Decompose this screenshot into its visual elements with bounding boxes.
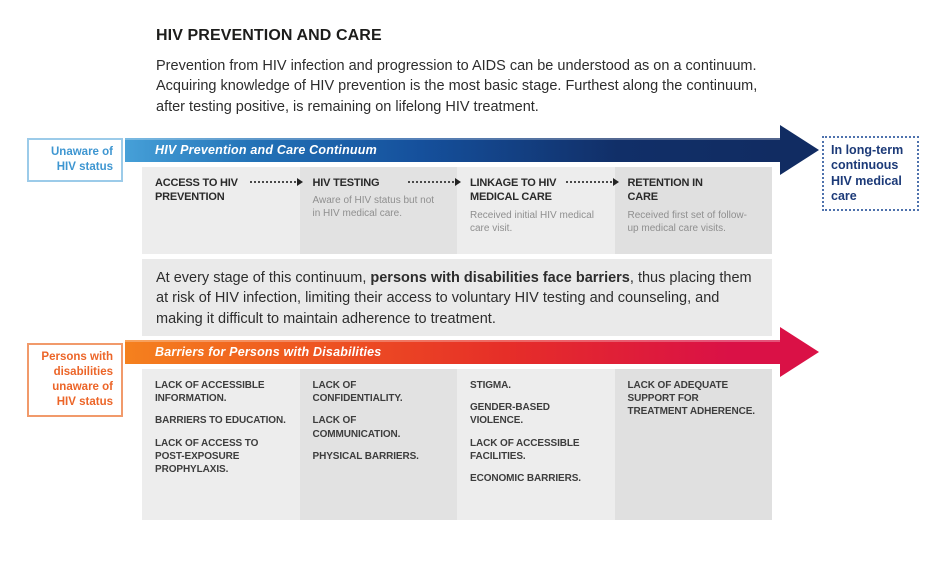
barrier-item: LACK OF ADEQUATE SUPPORT FOR TREATMENT ADHERENCE. <box>627 380 755 418</box>
stage-description: Aware of HIV status but not in HIV medical care. <box>312 195 435 220</box>
page-title: HIV PREVENTION AND CARE <box>156 27 382 44</box>
barrier-item: LACK OF ACCESSIBLE INFORMATION. <box>155 380 265 405</box>
barrier-column-1 <box>142 369 300 520</box>
dotted-arrow-icon <box>408 178 461 186</box>
barrier-item: GENDER-BASED VIOLENCE. <box>470 402 550 427</box>
dotted-arrow-icon <box>250 178 303 186</box>
stage-title: HIV TESTING <box>312 177 380 189</box>
label-unaware-of-hiv-status: Unaware of HIV status <box>27 138 123 182</box>
barrier-item: PHYSICAL BARRIERS. <box>312 450 419 462</box>
stage-title: RETENTION IN CARE <box>627 177 703 204</box>
barrier-item: ECONOMIC BARRIERS. <box>470 472 581 484</box>
barrier-note-text <box>142 259 770 329</box>
label-long-term-care: In long-term continuous HIV medical care <box>822 136 919 211</box>
barrier-note-bold: persons with disabilities face barriers <box>370 270 630 286</box>
barrier-note-pre: At every stage of this continuum, <box>156 270 371 286</box>
label-persons-with-disabilities-unaware: Persons with disabilities unaware of HIV status <box>27 343 123 417</box>
continuum-stages <box>142 167 772 254</box>
stage-title: ACCESS TO HIV PREVENTION <box>155 177 238 204</box>
barrier-columns <box>142 369 772 520</box>
barrier-column-4 <box>615 369 773 520</box>
barrier-item: LACK OF COMMUNICATION. <box>312 415 401 440</box>
continuum-banner-label: HIV Prevention and Care Continuum <box>155 143 377 157</box>
barrier-column-2 <box>300 369 458 520</box>
barrier-column-3 <box>457 369 615 520</box>
barriers-banner <box>125 340 781 364</box>
stage-retention-in-care <box>615 167 773 254</box>
barriers-banner-label: Barriers for Persons with Disabilities <box>155 345 382 359</box>
stage-description: Received initial HIV medical care visit. <box>470 209 594 234</box>
barrier-item: LACK OF ACCESSIBLE FACILITIES. <box>470 437 580 462</box>
blue-arrow-head-icon <box>780 125 819 175</box>
barrier-item: LACK OF ACCESS TO POST-EXPOSURE PROPHYLAXIS. <box>155 437 259 475</box>
stage-title: LINKAGE TO HIV MEDICAL CARE <box>470 177 557 204</box>
barrier-item: STIGMA. <box>470 380 511 391</box>
dotted-arrow-icon <box>566 178 619 186</box>
barrier-note-post: , thus placing them at risk of HIV infection, limiting their access to voluntary HIV testing and counseling, and making it difficult to maintain adherence to treatment. <box>156 270 752 327</box>
stage-description: Received first set of follow-up medical care visits. <box>627 209 747 234</box>
red-arrow-head-icon <box>780 327 819 377</box>
barrier-item: LACK OF CONFIDENTIALITY. <box>312 380 403 405</box>
continuum-banner <box>125 138 781 162</box>
intro-paragraph: Prevention from HIV infection and progression to AIDS can be understood as on a continuum. Acquiring knowledge of HIV prevention is the most basic stage. Furthest along the continuum, after testing positive, is remaining on lifelong HIV treatment. <box>156 58 758 115</box>
barrier-item: BARRIERS TO EDUCATION. <box>155 415 286 427</box>
barrier-note-band <box>142 259 772 336</box>
